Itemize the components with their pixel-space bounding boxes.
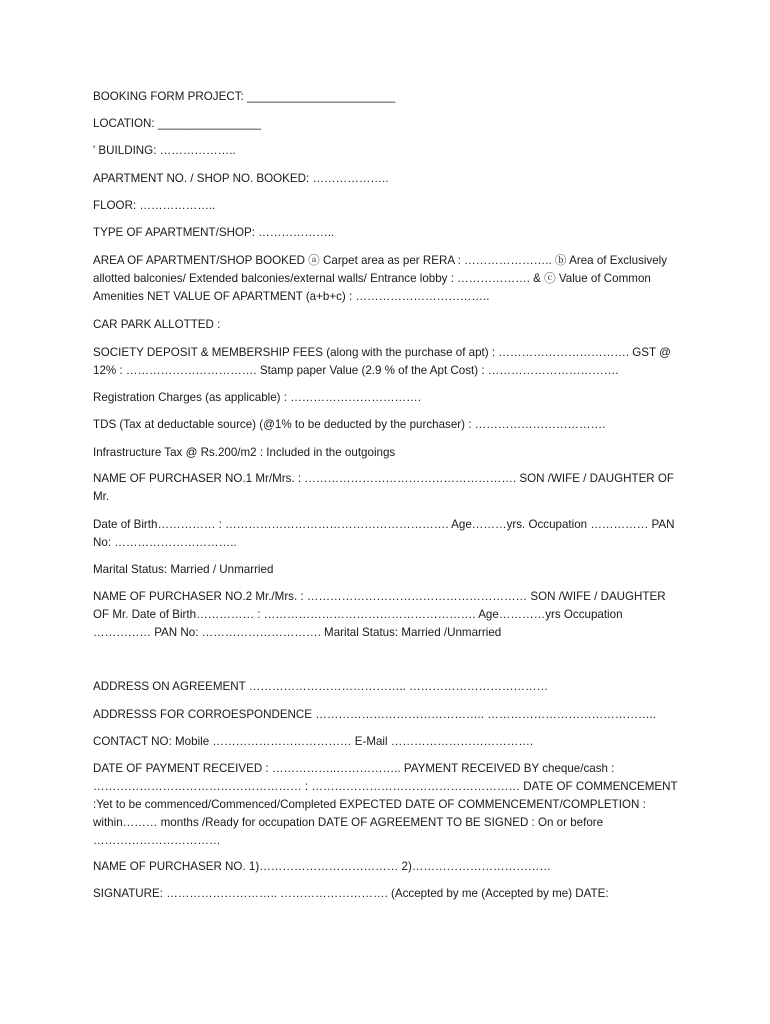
type-line: TYPE OF APARTMENT/SHOP: ……………….. xyxy=(93,226,335,239)
car-park-line: CAR PARK ALLOTTED : xyxy=(93,318,221,331)
signature-line: SIGNATURE: ……………………….. ………………………. (Accepted by me (Accepted by me) DATE: xyxy=(93,887,609,900)
purchaser-names-line: NAME OF PURCHASER NO. 1)……………………………… 2)……………………………… xyxy=(93,860,551,873)
purchaser1-marital-line: Marital Status: Married / Unmarried xyxy=(93,563,274,576)
address-correspondence-line: ADDRESSS FOR CORROESPONDENCE …………………………………….. …………………………………….. xyxy=(93,708,656,721)
building-line: ' BUILDING: ……………….. xyxy=(93,144,236,157)
floor-line: FLOOR: ……………….. xyxy=(93,199,216,212)
registration-line: Registration Charges (as applicable) : ……………………………. xyxy=(93,391,421,404)
contact-line: CONTACT NO: Mobile ……………………………… E-Mail ………………………………. xyxy=(93,735,534,748)
society-deposit-paragraph: SOCIETY DEPOSIT & MEMBERSHIP FEES (along with the purchase of apt) : ……………………………. GST @ 12% : ……………………………. Stamp paper Value (2.9 % of the Apt Cost) : ……………………………. xyxy=(93,346,671,377)
area-paragraph: AREA OF APARTMENT/SHOP BOOKED ⓐ Carpet area as per RERA : ………………….. ⓑ Area of Exclusively allotted balconies/ Extended balconies/external walls/ Entrance lobby : ………………. & ⓒ Value of Common Amenities NET VALUE OF APARTMENT (a+b+c) : …………………………….. xyxy=(93,254,668,303)
project-line: BOOKING FORM PROJECT: _______________________ xyxy=(93,90,396,103)
purchaser1-dob-paragraph: Date of Birth…………… : …………………………………………………. Age………yrs. Occupation …………… PAN No: ………………………….. xyxy=(93,518,675,549)
payment-paragraph: DATE OF PAYMENT RECEIVED : ……………..…………….. PAYMENT RECEIVED BY cheque/cash : ……………………………………………… : ……………………………………………… DATE OF COMMENCEMENT :Yet to be commenced/Commenced/Completed EXPECTED DATE OF COMMENCEMENT/COMPLETION : within……… months /Ready for occupation DATE OF AGREEMENT TO BE SIGNED : On or before …………………………… xyxy=(93,762,678,847)
infrastructure-line: Infrastructure Tax @ Rs.200/m2 : Included in the outgoings xyxy=(93,446,396,459)
address-agreement-line: ADDRESS ON AGREEMENT ………………………………….. ……………………………… xyxy=(93,680,549,693)
location-line: LOCATION: ________________ xyxy=(93,117,262,130)
purchaser2-paragraph: NAME OF PURCHASER NO.2 Mr./Mrs. : ………………………………………………… SON /WIFE / DAUGHTER OF Mr. Date of Birth…………… : ………………………………………………. Age…………yrs Occupation …………… PAN No: …………………………. Marital Status: Married /Unmarried xyxy=(93,590,666,639)
purchaser1-name-paragraph: NAME OF PURCHASER NO.1 Mr/Mrs. : ………………………………………………. SON /WIFE / DAUGHTER OF Mr. xyxy=(93,472,674,503)
tds-line: TDS (Tax at deductable source) (@1% to be deducted by the purchaser) : ……………………………. xyxy=(93,418,606,431)
apartment-no-line: APARTMENT NO. / SHOP NO. BOOKED: ……………….. xyxy=(93,172,389,185)
